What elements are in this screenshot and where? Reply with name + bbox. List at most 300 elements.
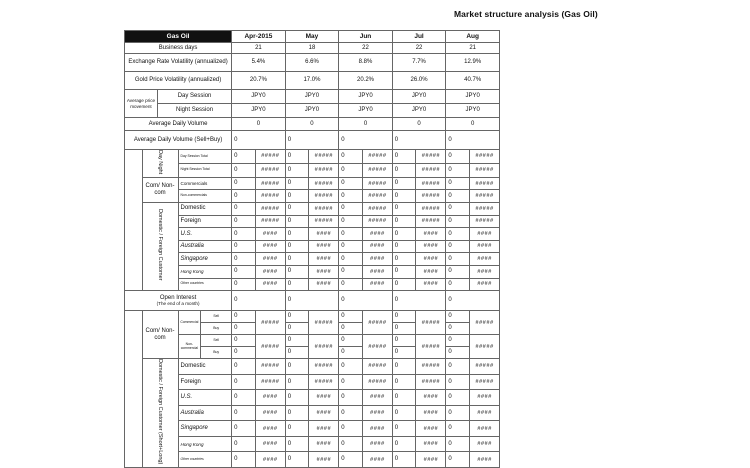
oi-breakdown-value: 0 [232, 374, 256, 390]
oi-value: 0 [392, 323, 416, 335]
oi-breakdown-share: ##### [309, 374, 339, 390]
breakdown-share: ##### [255, 202, 285, 215]
breakdown-share: #### [470, 278, 500, 291]
oi-share: ##### [309, 335, 339, 359]
oi-breakdown-value: 0 [339, 374, 363, 390]
breakdown-value: 0 [232, 278, 256, 291]
breakdown-share: ##### [309, 215, 339, 228]
oi-value: 0 [285, 347, 309, 359]
page-title: Market structure analysis (Gas Oil) [454, 9, 598, 19]
oi-value: 0 [446, 347, 470, 359]
breakdown-value: 0 [392, 278, 416, 291]
oi-breakdown-value: 0 [339, 359, 363, 375]
breakdown-share: ##### [255, 190, 285, 203]
oi-side-label: Sell [201, 335, 232, 347]
oi-breakdown-share: #### [362, 452, 392, 468]
oi-breakdown-value: 0 [446, 359, 470, 375]
breakdown-value: 0 [339, 202, 363, 215]
breakdown-share: ##### [362, 177, 392, 190]
breakdown-value: 0 [285, 190, 309, 203]
oi-breakdown-label: Domestic [178, 359, 232, 375]
row-label: Average Daily Volume [125, 118, 232, 131]
breakdown-value: 0 [339, 190, 363, 203]
header-month: Apr-2015 [232, 31, 286, 43]
oi-domestic-foreign-label: Domestic / Foreign Customer (Short+Long) [157, 359, 164, 465]
breakdown-value: 0 [446, 190, 470, 203]
breakdown-share: ##### [255, 215, 285, 228]
open-interest-header [125, 291, 232, 311]
row-value: 8.8% [339, 54, 393, 72]
oi-breakdown-share: #### [470, 436, 500, 452]
oi-breakdown-share: ##### [470, 374, 500, 390]
oi-breakdown-value: 0 [446, 421, 470, 437]
breakdown-label: Singapore [178, 253, 232, 266]
breakdown-value: 0 [392, 150, 416, 164]
row-value: 22 [339, 43, 393, 54]
oi-breakdown-share: #### [470, 452, 500, 468]
oi-breakdown-share: ##### [362, 359, 392, 375]
breakdown-share: #### [255, 253, 285, 266]
breakdown-value: 0 [392, 163, 416, 177]
breakdown-share: #### [309, 253, 339, 266]
breakdown-value: 0 [446, 202, 470, 215]
breakdown-share: ##### [470, 202, 500, 215]
oi-breakdown-value: 0 [339, 390, 363, 406]
breakdown-value: 0 [446, 265, 470, 278]
oi-breakdown-value: 0 [339, 405, 363, 421]
breakdown-value: 0 [446, 278, 470, 291]
row-label: Gold Price Volatility (annualized) [125, 72, 232, 90]
oi-comm-noncom-label: Com/ Non-com [142, 311, 178, 359]
oi-value: 0 [446, 311, 470, 323]
header-month: Jun [339, 31, 393, 43]
row-value: 20.7% [232, 72, 286, 90]
breakdown-share: ##### [416, 150, 446, 164]
oi-breakdown-value: 0 [392, 374, 416, 390]
oi-breakdown-share: #### [255, 405, 285, 421]
breakdown-value: 0 [285, 240, 309, 253]
breakdown-share: ##### [416, 177, 446, 190]
breakdown-share: #### [416, 278, 446, 291]
open-interest-value: 0 [446, 291, 500, 311]
oi-share: ##### [416, 311, 446, 335]
oi-breakdown-share: #### [309, 421, 339, 437]
night-session-value: JPY0 [446, 104, 500, 118]
oi-breakdown-share: #### [362, 436, 392, 452]
blank-left [125, 150, 143, 291]
oi-value: 0 [232, 347, 256, 359]
oi-breakdown-share: #### [416, 405, 446, 421]
breakdown-label: Domestic [178, 202, 232, 215]
breakdown-value: 0 [446, 253, 470, 266]
oi-share: ##### [362, 335, 392, 359]
row-value: 0 [339, 118, 393, 131]
oi-breakdown-value: 0 [446, 436, 470, 452]
oi-side-label: Buy [201, 347, 232, 359]
cell [142, 202, 178, 290]
oi-share: ##### [470, 335, 500, 359]
oi-breakdown-share: #### [416, 421, 446, 437]
night-session-value: JPY0 [285, 104, 339, 118]
breakdown-label: Day Session Total [178, 150, 232, 164]
breakdown-value: 0 [232, 265, 256, 278]
breakdown-share: #### [362, 253, 392, 266]
oi-breakdown-value: 0 [392, 421, 416, 437]
oi-breakdown-share: #### [255, 436, 285, 452]
breakdown-value: 0 [392, 177, 416, 190]
oi-breakdown-share: #### [416, 390, 446, 406]
breakdown-label: U.S. [178, 228, 232, 241]
breakdown-share: ##### [309, 163, 339, 177]
oi-breakdown-value: 0 [339, 421, 363, 437]
day-session-value: JPY0 [446, 90, 500, 104]
row-label: Business days [125, 43, 232, 54]
oi-value: 0 [446, 335, 470, 347]
breakdown-value: 0 [285, 150, 309, 164]
breakdown-share: #### [309, 240, 339, 253]
breakdown-share: ##### [470, 215, 500, 228]
breakdown-share: ##### [309, 177, 339, 190]
breakdown-value: 0 [285, 278, 309, 291]
breakdown-share: ##### [470, 177, 500, 190]
breakdown-label: Non-commercials [178, 190, 232, 203]
oi-value: 0 [232, 335, 256, 347]
oi-breakdown-value: 0 [285, 359, 309, 375]
breakdown-share: #### [470, 240, 500, 253]
row-label: Exchange Rate Volatility (annualized) [125, 54, 232, 72]
oi-breakdown-value: 0 [446, 405, 470, 421]
breakdown-share: #### [416, 265, 446, 278]
oi-commercial-label: Commercial [178, 311, 201, 335]
day-night-label: Day Night [157, 150, 164, 175]
breakdown-label: Night Session Total [178, 163, 232, 177]
breakdown-value: 0 [285, 253, 309, 266]
breakdown-share: ##### [470, 150, 500, 164]
breakdown-share: #### [362, 240, 392, 253]
cell [142, 359, 178, 468]
row-value: 21 [446, 43, 500, 54]
breakdown-value: 0 [232, 202, 256, 215]
open-interest-label: Open Interest [159, 294, 197, 301]
breakdown-value: 0 [232, 228, 256, 241]
night-session-label: Night Session [157, 104, 231, 118]
oi-breakdown-share: #### [255, 421, 285, 437]
oi-breakdown-share: #### [255, 390, 285, 406]
oi-breakdown-value: 0 [392, 405, 416, 421]
breakdown-share: #### [255, 278, 285, 291]
breakdown-share: #### [416, 240, 446, 253]
oi-breakdown-value: 0 [339, 436, 363, 452]
market-structure-table [124, 30, 500, 468]
oi-breakdown-value: 0 [392, 452, 416, 468]
oi-noncommercial-label: Non-commercial [178, 335, 201, 359]
breakdown-label: Australia [178, 240, 232, 253]
day-session-value: JPY0 [232, 90, 286, 104]
breakdown-value: 0 [285, 228, 309, 241]
breakdown-value: 0 [446, 163, 470, 177]
breakdown-share: #### [255, 265, 285, 278]
breakdown-label: Foreign [178, 215, 232, 228]
oi-breakdown-label: Foreign [178, 374, 232, 390]
row-value: 21 [232, 43, 286, 54]
breakdown-value: 0 [285, 202, 309, 215]
day-session-value: JPY0 [339, 90, 393, 104]
breakdown-share: #### [255, 228, 285, 241]
domestic-foreign-label: Domestic / Foreign Customer [157, 209, 164, 281]
oi-breakdown-share: #### [416, 452, 446, 468]
day-session-value: JPY0 [392, 90, 446, 104]
oi-value: 0 [232, 311, 256, 323]
oi-breakdown-value: 0 [285, 436, 309, 452]
breakdown-value: 0 [339, 278, 363, 291]
breakdown-value: 0 [392, 253, 416, 266]
oi-breakdown-share: #### [362, 405, 392, 421]
breakdown-value: 0 [232, 215, 256, 228]
oi-breakdown-value: 0 [232, 421, 256, 437]
breakdown-share: #### [255, 240, 285, 253]
oi-breakdown-share: #### [470, 421, 500, 437]
oi-breakdown-value: 0 [285, 390, 309, 406]
oi-breakdown-value: 0 [339, 452, 363, 468]
breakdown-value: 0 [392, 228, 416, 241]
breakdown-share: #### [309, 278, 339, 291]
breakdown-share: ##### [255, 150, 285, 164]
oi-share: ##### [416, 335, 446, 359]
open-interest-value: 0 [232, 291, 286, 311]
breakdown-share: ##### [255, 177, 285, 190]
breakdown-share: ##### [309, 190, 339, 203]
open-interest-value: 0 [339, 291, 393, 311]
breakdown-share: ##### [362, 202, 392, 215]
oi-breakdown-share: #### [309, 390, 339, 406]
oi-share: ##### [470, 311, 500, 335]
night-session-value: JPY0 [232, 104, 286, 118]
row-value: 0 [285, 118, 339, 131]
row-value: 0 [446, 131, 500, 150]
oi-value: 0 [392, 311, 416, 323]
header-month: Aug [446, 31, 500, 43]
blank-left [125, 311, 143, 468]
breakdown-share: ##### [362, 163, 392, 177]
oi-breakdown-share: #### [309, 452, 339, 468]
row-value: 0 [339, 131, 393, 150]
breakdown-share: #### [416, 228, 446, 241]
breakdown-value: 0 [285, 177, 309, 190]
open-interest-value: 0 [285, 291, 339, 311]
oi-value: 0 [285, 323, 309, 335]
oi-breakdown-share: ##### [416, 374, 446, 390]
oi-breakdown-share: #### [362, 421, 392, 437]
breakdown-label: Commercials [178, 177, 232, 190]
row-value: 17.0% [285, 72, 339, 90]
row-label: Average Daily Volume (Sell+Buy) [125, 131, 232, 150]
oi-breakdown-value: 0 [392, 390, 416, 406]
row-value: 5.4% [232, 54, 286, 72]
oi-breakdown-label: Other countries [178, 452, 232, 468]
breakdown-value: 0 [232, 190, 256, 203]
breakdown-value: 0 [339, 253, 363, 266]
breakdown-value: 0 [232, 150, 256, 164]
oi-value: 0 [285, 311, 309, 323]
open-interest-value: 0 [392, 291, 446, 311]
breakdown-share: ##### [416, 190, 446, 203]
breakdown-share: ##### [255, 163, 285, 177]
breakdown-share: ##### [416, 202, 446, 215]
oi-breakdown-value: 0 [232, 452, 256, 468]
breakdown-share: #### [309, 228, 339, 241]
breakdown-share: ##### [362, 215, 392, 228]
oi-value: 0 [392, 335, 416, 347]
breakdown-value: 0 [446, 150, 470, 164]
breakdown-value: 0 [232, 177, 256, 190]
oi-share: ##### [255, 311, 285, 335]
oi-value: 0 [232, 323, 256, 335]
oi-breakdown-share: ##### [255, 359, 285, 375]
oi-value: 0 [339, 335, 363, 347]
breakdown-value: 0 [339, 177, 363, 190]
oi-breakdown-share: ##### [470, 359, 500, 375]
oi-breakdown-label: Australia [178, 405, 232, 421]
breakdown-share: ##### [416, 163, 446, 177]
breakdown-value: 0 [285, 265, 309, 278]
oi-breakdown-share: ##### [362, 374, 392, 390]
oi-breakdown-share: #### [255, 452, 285, 468]
oi-side-label: Buy [201, 323, 232, 335]
oi-breakdown-value: 0 [232, 390, 256, 406]
oi-breakdown-share: #### [416, 436, 446, 452]
breakdown-value: 0 [339, 265, 363, 278]
header-month: Jul [392, 31, 446, 43]
row-value: 0 [232, 131, 286, 150]
row-value: 20.2% [339, 72, 393, 90]
avg-price-label: Average price movement [125, 90, 158, 118]
oi-breakdown-label: Singapore [178, 421, 232, 437]
row-value: 0 [392, 118, 446, 131]
night-session-value: JPY0 [339, 104, 393, 118]
breakdown-value: 0 [232, 163, 256, 177]
header-month: May [285, 31, 339, 43]
oi-breakdown-value: 0 [285, 374, 309, 390]
oi-share: ##### [309, 311, 339, 335]
row-value: 0 [392, 131, 446, 150]
breakdown-share: ##### [362, 190, 392, 203]
breakdown-label: Hong Kong [178, 265, 232, 278]
row-value: 6.6% [285, 54, 339, 72]
oi-value: 0 [339, 347, 363, 359]
breakdown-share: #### [309, 265, 339, 278]
oi-share: ##### [255, 335, 285, 359]
breakdown-share: #### [362, 278, 392, 291]
night-session-value: JPY0 [392, 104, 446, 118]
breakdown-share: ##### [309, 202, 339, 215]
oi-breakdown-label: Hong Kong [178, 436, 232, 452]
breakdown-share: #### [470, 228, 500, 241]
oi-breakdown-share: #### [309, 436, 339, 452]
row-value: 7.7% [392, 54, 446, 72]
oi-breakdown-value: 0 [232, 359, 256, 375]
oi-breakdown-value: 0 [392, 436, 416, 452]
breakdown-value: 0 [285, 163, 309, 177]
row-value: 18 [285, 43, 339, 54]
day-session-label: Day Session [157, 90, 231, 104]
breakdown-value: 0 [392, 190, 416, 203]
breakdown-value: 0 [232, 240, 256, 253]
breakdown-value: 0 [446, 215, 470, 228]
oi-share: ##### [362, 311, 392, 335]
oi-breakdown-share: #### [470, 405, 500, 421]
oi-breakdown-value: 0 [446, 390, 470, 406]
breakdown-share: #### [362, 265, 392, 278]
oi-breakdown-value: 0 [232, 405, 256, 421]
breakdown-value: 0 [339, 150, 363, 164]
row-value: 0 [446, 118, 500, 131]
open-interest-sublabel: (The end of a month) [156, 301, 200, 307]
breakdown-value: 0 [392, 265, 416, 278]
oi-breakdown-share: ##### [416, 359, 446, 375]
oi-value: 0 [339, 323, 363, 335]
breakdown-value: 0 [285, 215, 309, 228]
oi-value: 0 [339, 311, 363, 323]
breakdown-value: 0 [339, 163, 363, 177]
breakdown-value: 0 [232, 253, 256, 266]
header-product: Gas Oil [125, 31, 232, 43]
oi-value: 0 [446, 323, 470, 335]
row-value: 12.9% [446, 54, 500, 72]
breakdown-value: 0 [446, 240, 470, 253]
breakdown-share: ##### [470, 190, 500, 203]
oi-breakdown-value: 0 [285, 405, 309, 421]
breakdown-share: #### [416, 253, 446, 266]
oi-breakdown-label: U.S. [178, 390, 232, 406]
comm-noncom-label: Com/ Non-com [142, 177, 178, 202]
oi-breakdown-share: ##### [309, 359, 339, 375]
row-value: 22 [392, 43, 446, 54]
breakdown-value: 0 [339, 228, 363, 241]
breakdown-share: ##### [309, 150, 339, 164]
breakdown-share: ##### [470, 163, 500, 177]
oi-breakdown-value: 0 [232, 436, 256, 452]
row-value: 40.7% [446, 72, 500, 90]
breakdown-share: #### [470, 265, 500, 278]
row-value: 0 [285, 131, 339, 150]
oi-breakdown-value: 0 [446, 374, 470, 390]
oi-value: 0 [285, 335, 309, 347]
row-value: 0 [232, 118, 286, 131]
breakdown-share: ##### [362, 150, 392, 164]
oi-breakdown-share: #### [470, 390, 500, 406]
breakdown-share: ##### [416, 215, 446, 228]
oi-breakdown-value: 0 [446, 452, 470, 468]
breakdown-value: 0 [446, 228, 470, 241]
breakdown-value: 0 [339, 215, 363, 228]
oi-breakdown-value: 0 [285, 421, 309, 437]
breakdown-value: 0 [392, 202, 416, 215]
oi-breakdown-value: 0 [285, 452, 309, 468]
cell [142, 150, 178, 178]
row-value: 26.0% [392, 72, 446, 90]
breakdown-label: Other countries [178, 278, 232, 291]
breakdown-share: #### [362, 228, 392, 241]
breakdown-value: 0 [446, 177, 470, 190]
oi-breakdown-value: 0 [392, 359, 416, 375]
day-session-value: JPY0 [285, 90, 339, 104]
oi-side-label: Sell [201, 311, 232, 323]
breakdown-value: 0 [392, 240, 416, 253]
oi-breakdown-share: #### [362, 390, 392, 406]
oi-value: 0 [392, 347, 416, 359]
oi-breakdown-share: ##### [255, 374, 285, 390]
oi-breakdown-share: #### [309, 405, 339, 421]
